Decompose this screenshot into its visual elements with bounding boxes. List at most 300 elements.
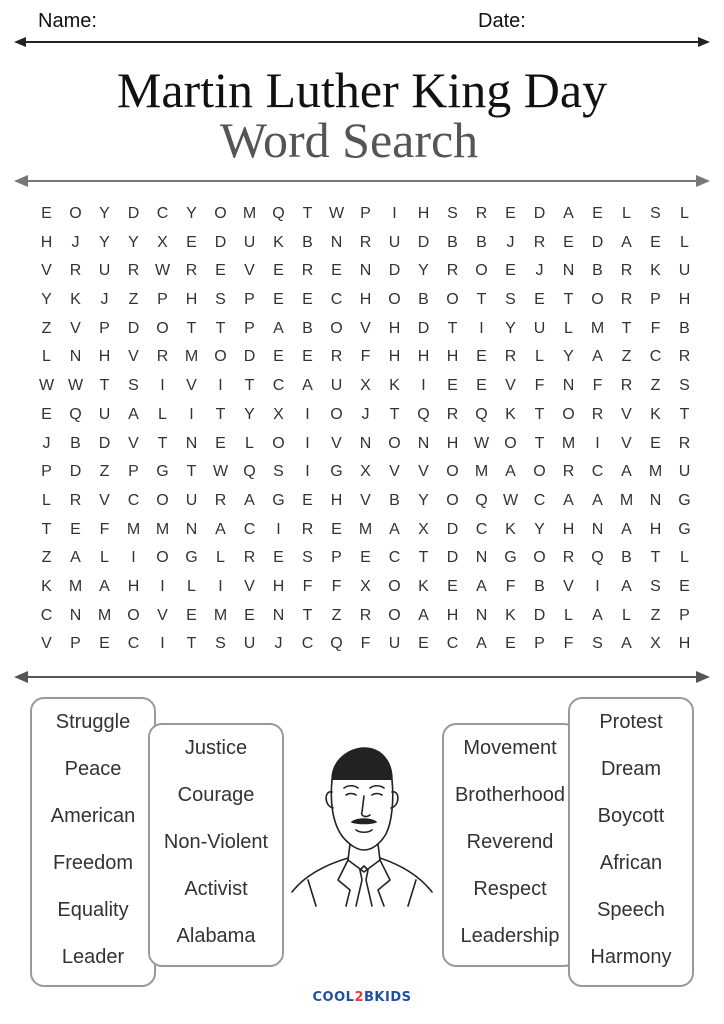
- grid-letter: M: [619, 491, 634, 509]
- grid-letter: U: [243, 233, 256, 251]
- grid-letter: I: [189, 405, 194, 423]
- grid-letter: A: [563, 205, 574, 222]
- grid-letter: K: [418, 577, 429, 595]
- grid-letter: I: [131, 549, 136, 567]
- grid-letter: C: [649, 348, 662, 366]
- grid-letter: C: [533, 491, 546, 509]
- grid-letter: E: [650, 233, 661, 251]
- grid-letter: C: [301, 635, 314, 653]
- grid-letter: V: [128, 348, 139, 366]
- word-list-col1: [30, 697, 156, 987]
- grid-letter: O: [214, 348, 227, 366]
- grid-letter: L: [42, 348, 51, 366]
- grid-letter: K: [70, 291, 81, 309]
- grid-letter: T: [244, 377, 255, 395]
- grid-letter: P: [244, 291, 255, 309]
- grid-letter: M: [242, 205, 257, 222]
- grid-letter: V: [99, 491, 110, 509]
- grid-letter: O: [156, 491, 169, 509]
- grid-letter: U: [243, 635, 256, 653]
- grid-letter: T: [302, 205, 313, 222]
- grid-letter: L: [42, 491, 51, 509]
- grid-letter: R: [678, 348, 691, 366]
- grid-letter: G: [156, 463, 169, 481]
- grid-letter: M: [213, 606, 228, 624]
- grid-letter: B: [534, 577, 545, 595]
- grid-letter: I: [218, 377, 223, 395]
- grid-letter: E: [302, 491, 313, 509]
- grid-letter: O: [272, 434, 285, 452]
- grid-letter: R: [330, 348, 343, 366]
- grid-letter: E: [99, 635, 110, 653]
- grid-letter: E: [476, 348, 487, 366]
- grid-letter: V: [389, 463, 400, 481]
- grid-letter: T: [186, 463, 197, 481]
- grid-letter: D: [127, 205, 140, 222]
- grid-letter: B: [389, 491, 400, 509]
- grid-letter: Z: [650, 606, 661, 624]
- grid-letter: V: [70, 319, 81, 337]
- grid-letter: A: [389, 520, 400, 538]
- grid-letter: E: [476, 377, 487, 395]
- grid-letter: S: [128, 377, 139, 395]
- grid-letter: H: [127, 577, 140, 595]
- grid-letter: B: [302, 319, 313, 337]
- grid-letter: Z: [331, 606, 342, 624]
- grid-letter: O: [388, 434, 401, 452]
- grid-letter: P: [650, 291, 661, 309]
- grid-letter: D: [417, 233, 430, 251]
- grid-letter: H: [446, 606, 459, 624]
- grid-letter: E: [41, 405, 52, 423]
- grid-letter: K: [505, 405, 516, 423]
- word-item: African: [599, 852, 663, 874]
- grid-letter: R: [301, 520, 314, 538]
- grid-letter: E: [244, 606, 255, 624]
- word-list-col4: [568, 697, 694, 987]
- grid-letter: X: [650, 635, 661, 653]
- grid-letter: H: [272, 577, 285, 595]
- grid-letter: G: [185, 549, 198, 567]
- grid-letter: U: [388, 635, 401, 653]
- word-search-grid: [32, 200, 699, 659]
- grid-letter: E: [360, 549, 371, 567]
- word-item: Protest: [599, 711, 663, 733]
- grid-letter: V: [563, 577, 574, 595]
- grid-letter: M: [590, 319, 605, 337]
- grid-letter: A: [621, 635, 632, 653]
- grid-letter: T: [99, 377, 110, 395]
- grid-letter: R: [446, 262, 459, 280]
- grid-letter: X: [157, 233, 168, 251]
- grid-letter: S: [215, 291, 226, 309]
- grid-letter: U: [533, 319, 546, 337]
- grid-letter: X: [360, 463, 371, 481]
- grid-letter: K: [505, 520, 516, 538]
- grid-letter: C: [330, 291, 343, 309]
- grid-letter: D: [446, 520, 459, 538]
- grid-letter: T: [302, 606, 313, 624]
- grid-letter: Q: [475, 405, 488, 423]
- grid-letter: M: [561, 434, 576, 452]
- grid-letter: B: [592, 262, 603, 280]
- grid-letter: L: [564, 606, 573, 624]
- grid-letter: H: [388, 319, 401, 337]
- grid-letter: K: [650, 262, 661, 280]
- grid-letter: L: [245, 434, 254, 452]
- grid-letter: L: [187, 577, 196, 595]
- grid-letter: I: [160, 377, 165, 395]
- grid-letter: T: [215, 405, 226, 423]
- grid-letter: R: [678, 434, 691, 452]
- grid-letter: N: [359, 262, 372, 280]
- grid-letter: D: [98, 434, 111, 452]
- grid-letter: F: [331, 577, 342, 595]
- grid-letter: Y: [563, 348, 574, 366]
- page-subtitle: Word Search: [219, 112, 479, 168]
- grid-letter: V: [360, 491, 371, 509]
- grid-letter: I: [160, 635, 165, 653]
- grid-letter: M: [358, 520, 373, 538]
- word-item: Harmony: [590, 946, 672, 968]
- grid-letter: M: [648, 463, 663, 481]
- grid-letter: V: [128, 434, 139, 452]
- grid-letter: Y: [418, 262, 429, 280]
- grid-letter: P: [99, 319, 110, 337]
- grid-letter: O: [127, 606, 140, 624]
- grid-letter: R: [185, 262, 198, 280]
- grid-letter: H: [185, 291, 198, 309]
- grid-letter: W: [67, 377, 84, 395]
- grid-letter: Z: [99, 463, 110, 481]
- grid-letter: E: [505, 262, 516, 280]
- grid-letter: T: [534, 405, 545, 423]
- grid-letter: R: [127, 262, 140, 280]
- word-item: Dream: [600, 758, 661, 780]
- grid-letter: H: [417, 205, 430, 222]
- grid-letter: A: [621, 577, 632, 595]
- grid-letter: N: [359, 434, 372, 452]
- portrait-illustration: [288, 740, 436, 910]
- grid-letter: G: [272, 491, 285, 509]
- word-item: Movement: [463, 737, 557, 759]
- grid-letter: F: [534, 377, 545, 395]
- grid-letter: T: [418, 549, 429, 567]
- grid-letter: I: [160, 577, 165, 595]
- grid-letter: A: [302, 377, 313, 395]
- grid-letter: V: [186, 377, 197, 395]
- grid-letter: R: [504, 348, 517, 366]
- grid-letter: E: [186, 606, 197, 624]
- grid-letter: B: [621, 549, 632, 567]
- grid-letter: R: [620, 291, 633, 309]
- grid-letter: V: [157, 606, 168, 624]
- grid-letter: N: [185, 434, 198, 452]
- grid-letter: I: [479, 319, 484, 337]
- word-item: Respect: [473, 878, 547, 900]
- grid-letter: R: [359, 233, 372, 251]
- grid-letter: P: [360, 205, 371, 222]
- grid-letter: L: [680, 233, 689, 251]
- grid-letter: N: [69, 348, 82, 366]
- grid-letter: Z: [621, 348, 632, 366]
- logo-part2: 2: [354, 990, 364, 1005]
- word-item: Struggle: [55, 711, 131, 733]
- grid-letter: O: [591, 291, 604, 309]
- grid-letter: S: [592, 635, 603, 653]
- grid-letter: Y: [41, 291, 52, 309]
- grid-letter: R: [69, 262, 82, 280]
- grid-letter: W: [473, 434, 490, 452]
- grid-letter: A: [592, 491, 603, 509]
- grid-letter: C: [40, 606, 53, 624]
- grid-letter: T: [621, 319, 632, 337]
- grid-letter: K: [505, 606, 516, 624]
- grid-letter: W: [154, 262, 171, 280]
- grid-letter: R: [214, 491, 227, 509]
- header-double-arrow: [0, 32, 724, 52]
- grid-letter: E: [447, 377, 458, 395]
- grid-letter: E: [505, 205, 516, 222]
- grid-letter: O: [156, 549, 169, 567]
- grid-letter: E: [273, 549, 284, 567]
- grid-letter: R: [69, 491, 82, 509]
- title-double-arrow: [0, 171, 724, 191]
- grid-letter: Z: [128, 291, 139, 309]
- grid-letter: Z: [41, 319, 52, 337]
- grid-letter: N: [562, 262, 575, 280]
- grid-letter: Y: [534, 520, 545, 538]
- grid-letter: U: [98, 405, 111, 423]
- grid-letter: L: [680, 205, 689, 222]
- grid-letter: M: [474, 463, 489, 481]
- grid-letter: P: [157, 291, 168, 309]
- grid-letter: A: [418, 606, 429, 624]
- grid-letter: E: [215, 262, 226, 280]
- grid-letter: E: [186, 233, 197, 251]
- grid-letter: B: [447, 233, 458, 251]
- grid-letter: R: [620, 262, 633, 280]
- grid-letter: I: [305, 463, 310, 481]
- grid-letter: L: [680, 549, 689, 567]
- word-item: Speech: [597, 899, 665, 921]
- grid-letter: U: [330, 377, 343, 395]
- grid-letter: V: [505, 377, 516, 395]
- grid-letter: N: [649, 491, 662, 509]
- grid-letter: A: [215, 520, 226, 538]
- grid-letter: P: [679, 606, 690, 624]
- grid-letter: H: [446, 434, 459, 452]
- grid-letter: S: [273, 463, 284, 481]
- grid-letter: N: [591, 520, 604, 538]
- grid-letter: S: [447, 205, 458, 222]
- grid-letter: E: [70, 520, 81, 538]
- word-item: Justice: [184, 737, 248, 759]
- grid-letter: P: [331, 549, 342, 567]
- grid-letter: S: [679, 377, 690, 395]
- grid-letter: A: [621, 520, 632, 538]
- grid-letter: Q: [330, 635, 343, 653]
- grid-letter: H: [649, 520, 662, 538]
- grid-letter: D: [417, 319, 430, 337]
- grid-letter: L: [622, 205, 631, 222]
- grid-letter: A: [563, 491, 574, 509]
- grid-letter: Q: [69, 405, 82, 423]
- grid-letter: N: [272, 606, 285, 624]
- grid-letter: L: [564, 319, 573, 337]
- word-item: Freedom: [52, 852, 134, 874]
- grid-letter: C: [272, 377, 285, 395]
- grid-letter: E: [331, 262, 342, 280]
- grid-letter: A: [128, 405, 139, 423]
- grid-letter: O: [330, 405, 343, 423]
- grid-letter: R: [301, 262, 314, 280]
- word-list-col2: [148, 723, 284, 967]
- grid-letter: V: [331, 434, 342, 452]
- name-label: Name:: [38, 10, 97, 32]
- grid-letter: T: [186, 635, 197, 653]
- grid-letter: E: [650, 434, 661, 452]
- grid-letter: Y: [244, 405, 255, 423]
- grid-letter: H: [678, 291, 691, 309]
- grid-letter: P: [41, 463, 52, 481]
- grid-letter: R: [562, 549, 575, 567]
- grid-letter: P: [128, 463, 139, 481]
- grid-letter: T: [41, 520, 52, 538]
- grid-letter: O: [562, 405, 575, 423]
- grid-letter: U: [388, 233, 401, 251]
- grid-letter: A: [621, 463, 632, 481]
- word-item: Leader: [61, 946, 125, 968]
- grid-letter: W: [328, 205, 345, 222]
- grid-letter: G: [330, 463, 343, 481]
- grid-letter: V: [418, 463, 429, 481]
- grid-letter: E: [418, 635, 429, 653]
- grid-letter: S: [650, 577, 661, 595]
- grid-letter: D: [69, 463, 82, 481]
- grid-letter: O: [504, 434, 517, 452]
- grid-letter: E: [215, 434, 226, 452]
- grid-letter: Q: [272, 205, 285, 222]
- grid-letter: A: [476, 635, 487, 653]
- grid-letter: T: [534, 434, 545, 452]
- grid-letter: V: [41, 635, 52, 653]
- grid-letter: O: [446, 291, 459, 309]
- grid-letter: Q: [243, 463, 256, 481]
- grid-letter: E: [302, 348, 313, 366]
- grid-letter: D: [243, 348, 256, 366]
- grid-letter: U: [678, 262, 691, 280]
- word-item: Brotherhood: [454, 784, 566, 806]
- grid-letter: V: [244, 262, 255, 280]
- grid-letter: Y: [99, 233, 110, 251]
- grid-letter: Y: [418, 491, 429, 509]
- grid-letter: A: [505, 463, 516, 481]
- grid-letter: H: [678, 635, 691, 653]
- grid-letter: E: [273, 348, 284, 366]
- grid-letter: M: [155, 520, 170, 538]
- grid-letter: O: [214, 205, 227, 222]
- grid-letter: Z: [650, 377, 661, 395]
- grid-letter: S: [650, 205, 661, 222]
- grid-letter: D: [388, 262, 401, 280]
- grid-letter: T: [186, 319, 197, 337]
- grid-letter: S: [302, 549, 313, 567]
- grid-letter: V: [41, 262, 52, 280]
- grid-letter: R: [562, 463, 575, 481]
- grid-letter: P: [70, 635, 81, 653]
- grid-letter: M: [68, 577, 83, 595]
- grid-letter: E: [273, 291, 284, 309]
- grid-letter: L: [100, 549, 109, 567]
- grid-letter: T: [679, 405, 690, 423]
- grid-letter: T: [389, 405, 400, 423]
- grid-letter: F: [302, 577, 313, 595]
- grid-letter: K: [41, 577, 52, 595]
- grid-letter: C: [591, 463, 604, 481]
- grid-letter: N: [330, 233, 343, 251]
- grid-letter: Y: [128, 233, 139, 251]
- word-item: Boycott: [597, 805, 665, 827]
- grid-letter: Z: [41, 549, 52, 567]
- grid-letter: X: [418, 520, 429, 538]
- grid-letter: Y: [99, 205, 110, 222]
- grid-letter: V: [621, 434, 632, 452]
- grid-letter: H: [359, 291, 372, 309]
- grid-letter: O: [446, 463, 459, 481]
- grid-letter: R: [359, 606, 372, 624]
- grid-letter: O: [388, 291, 401, 309]
- grid-letter: J: [42, 434, 51, 452]
- grid-letter: I: [595, 434, 600, 452]
- grid-letter: N: [475, 606, 488, 624]
- grid-letter: V: [244, 577, 255, 595]
- grid-letter: A: [70, 549, 81, 567]
- grid-letter: H: [446, 348, 459, 366]
- grid-letter: J: [506, 233, 515, 251]
- grid-letter: O: [446, 491, 459, 509]
- grid-letter: I: [392, 205, 397, 222]
- word-item: Reverend: [466, 831, 554, 853]
- grid-letter: C: [127, 635, 140, 653]
- grid-letter: L: [535, 348, 544, 366]
- grid-letter: K: [389, 377, 400, 395]
- grid-letter: L: [158, 405, 167, 423]
- logo-part1: COOL: [312, 990, 355, 1005]
- grid-letter: T: [476, 291, 487, 309]
- grid-letter: V: [360, 319, 371, 337]
- grid-letter: F: [563, 635, 574, 653]
- grid-letter: C: [243, 520, 256, 538]
- grid-letter: N: [185, 520, 198, 538]
- grid-letter: A: [592, 606, 603, 624]
- grid-letter: E: [41, 205, 52, 222]
- grid-letter: E: [534, 291, 545, 309]
- grid-letter: F: [360, 635, 371, 653]
- grid-letter: F: [650, 319, 661, 337]
- grid-letter: N: [475, 549, 488, 567]
- grid-letter: G: [504, 549, 517, 567]
- grid-letter: T: [447, 319, 458, 337]
- grid-letter: W: [38, 377, 55, 395]
- date-label: Date:: [478, 10, 526, 32]
- grid-letter: B: [418, 291, 429, 309]
- grid-letter: F: [592, 377, 603, 395]
- grid-letter: N: [417, 434, 430, 452]
- grid-letter: A: [621, 233, 632, 251]
- grid-letter: S: [505, 291, 516, 309]
- grid-letter: H: [388, 348, 401, 366]
